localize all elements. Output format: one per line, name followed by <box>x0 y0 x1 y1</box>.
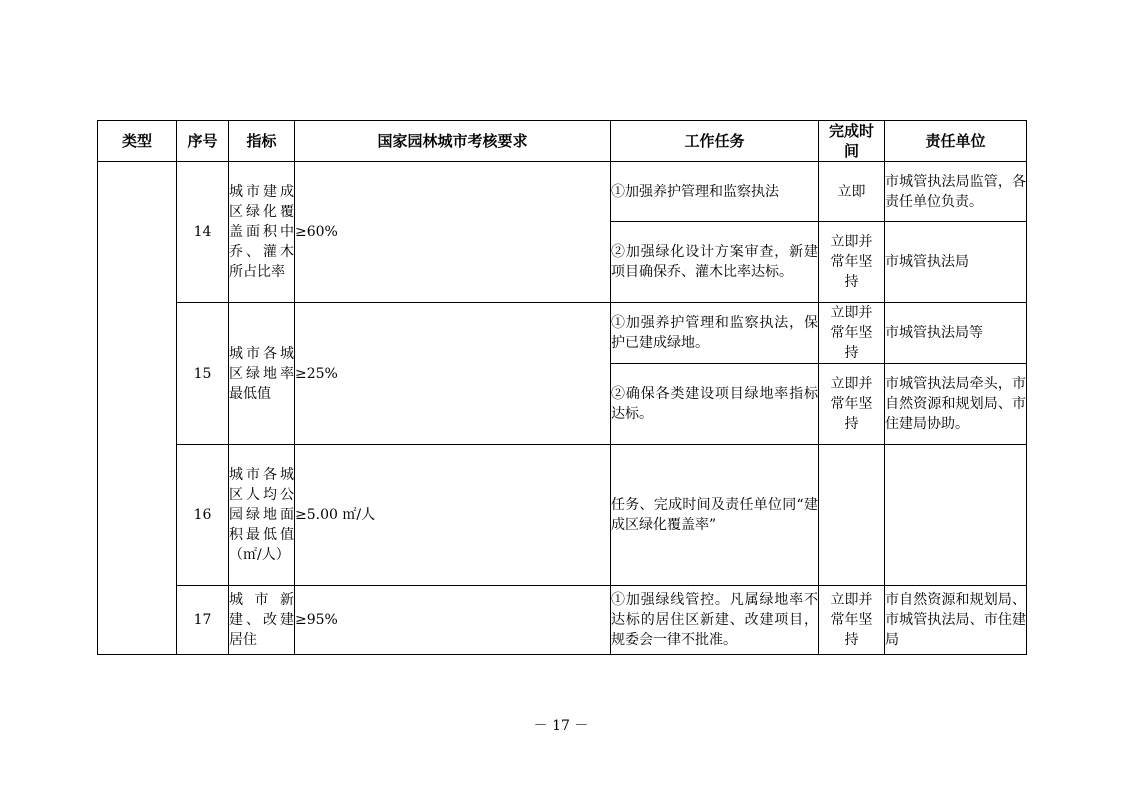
seq-cell: 16 <box>177 445 229 586</box>
header-type: 类型 <box>98 121 177 162</box>
indicator-cell: 城市新建、改建居住 <box>229 586 295 655</box>
unit-cell: 市自然资源和规划局、市城管执法局、市住建局 <box>885 586 1027 655</box>
table-row <box>98 303 1027 364</box>
seq-cell: 14 <box>177 162 229 303</box>
time-cell <box>819 445 885 586</box>
requirement-cell: ≥95% <box>295 586 611 655</box>
task-cell: ①加强养护管理和监察执法 <box>611 162 819 222</box>
requirement-cell: ≥5.00 ㎡/人 <box>295 445 611 586</box>
unit-cell: 市城管执法局等 <box>885 303 1027 364</box>
type-cell <box>98 162 177 655</box>
task-cell: ①加强绿线管控。凡属绿地率不达标的居住区新建、改建项目，规委会一律不批准。 <box>611 586 819 655</box>
header-unit: 责任单位 <box>885 121 1027 162</box>
header-seq: 序号 <box>177 121 229 162</box>
unit-cell: 市城管执法局牵头，市自然资源和规划局、市住建局协助。 <box>885 364 1027 445</box>
unit-cell: 市城管执法局监管，各责任单位负责。 <box>885 162 1027 222</box>
time-cell: 立即并常年坚持 <box>819 303 885 364</box>
indicator-cell: 城市各城区人均公园绿地面积最低值（㎡/人） <box>229 445 295 586</box>
table-row <box>98 445 1027 586</box>
requirement-cell: ≥25% <box>295 303 611 445</box>
unit-cell <box>885 445 1027 586</box>
task-cell: ②加强绿化设计方案审查，新建项目确保乔、灌木比率达标。 <box>611 222 819 303</box>
header-task: 工作任务 <box>611 121 819 162</box>
time-cell: 立即并常年坚持 <box>819 586 885 655</box>
requirement-cell: ≥60% <box>295 162 611 303</box>
table-row <box>98 586 1027 655</box>
unit-cell: 市城管执法局 <box>885 222 1027 303</box>
time-cell: 立即 <box>819 162 885 222</box>
task-cell: ②确保各类建设项目绿地率指标达标。 <box>611 364 819 445</box>
header-time: 完成时间 <box>819 121 885 162</box>
indicator-cell: 城市建成区绿化覆盖面积中乔、灌木所占比率 <box>229 162 295 303</box>
header-requirement: 国家园林城市考核要求 <box>295 121 611 162</box>
indicator-cell: 城市各城区绿地率最低值 <box>229 303 295 445</box>
table-header-row <box>98 121 1027 162</box>
seq-cell: 15 <box>177 303 229 445</box>
seq-cell: 17 <box>177 586 229 655</box>
table-row <box>98 162 1027 222</box>
page-number: － 17 － <box>533 718 589 734</box>
indicator-table <box>97 120 1027 655</box>
task-cell: ①加强养护管理和监察执法，保护已建成绿地。 <box>611 303 819 364</box>
task-cell: 任务、完成时间及责任单位同“建成区绿化覆盖率” <box>611 445 819 586</box>
time-cell: 立即并常年坚持 <box>819 364 885 445</box>
header-indicator: 指标 <box>229 121 295 162</box>
time-cell: 立即并常年坚持 <box>819 222 885 303</box>
